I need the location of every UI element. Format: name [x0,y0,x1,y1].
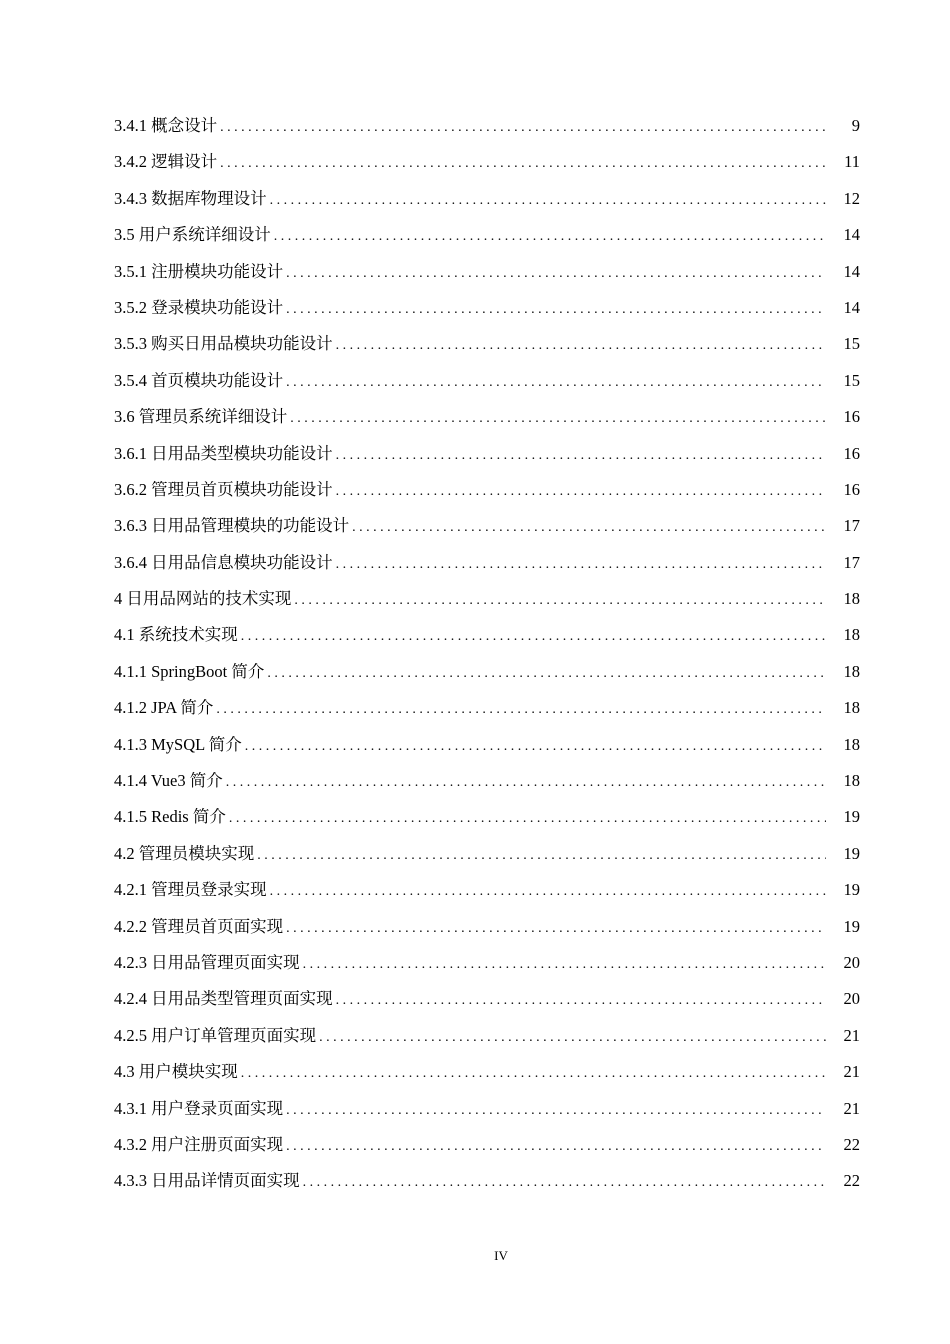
toc-entry-title: 3.4.2 逻辑设计 [114,152,218,172]
toc-dot-leader [270,183,826,219]
toc-dot-leader [286,1093,826,1129]
toc-entry[interactable] [114,1127,860,1163]
toc-entry[interactable] [114,909,860,945]
toc-dot-leader [336,474,826,510]
toc-entry-title: 3.6.4 日用品信息模块功能设计 [114,552,333,572]
toc-entry[interactable] [114,945,860,981]
toc-entry-title: 4.3.2 用户注册页面实现 [114,1134,284,1154]
toc-entry[interactable] [114,1163,860,1199]
toc-entry[interactable] [114,108,860,144]
toc-dot-leader [245,729,826,765]
toc-entry-title: 4.3.3 日用品详情页面实现 [114,1171,300,1191]
toc-dot-leader [286,1129,826,1165]
toc-dot-leader [216,692,826,728]
toc-entry-page: 19 [843,916,860,936]
toc-entry-title: 3.4.3 数据库物理设计 [114,188,267,208]
toc-entry-title: 4.1.2 JPA 简介 [114,698,214,718]
toc-entry-title: 4.2.1 管理员登录实现 [114,880,267,900]
toc-entry-page: 20 [843,952,860,972]
toc-entry-page: 21 [843,1062,860,1082]
toc-dot-leader [226,765,826,801]
toc-entry-title: 3.5.2 登录模块功能设计 [114,297,284,317]
toc-dot-leader [303,947,826,983]
toc-entry[interactable] [114,290,860,326]
toc-entry-title: 3.5.1 注册模块功能设计 [114,261,284,281]
toc-entry-page: 19 [843,880,860,900]
toc-entry-title: 3.6.3 日用品管理模块的功能设计 [114,516,350,536]
toc-entry-title: 4.1.4 Vue3 简介 [114,771,223,791]
toc-dot-leader [286,292,826,328]
toc-entry[interactable] [114,617,860,653]
toc-entry-title: 3.5 用户系统详细设计 [114,225,271,245]
toc-entry-title: 4.2.2 管理员首页面实现 [114,916,284,936]
toc-entry[interactable] [114,1018,860,1054]
toc-dot-leader [220,146,826,182]
toc-dot-leader [294,583,826,619]
toc-entry-page: 18 [843,589,860,609]
toc-entry-title: 4.1 系统技术实现 [114,625,238,645]
toc-entry-title: 4.1.1 SpringBoot 简介 [114,661,265,681]
toc-entry[interactable] [114,436,860,472]
toc-entry-title: 4.1.5 Redis 简介 [114,807,226,827]
toc-entry-page: 19 [843,843,860,863]
toc-entry[interactable] [114,981,860,1017]
toc-entry-page: 18 [843,625,860,645]
toc-dot-leader [290,401,826,437]
toc-entry-title: 4.2.5 用户订单管理页面实现 [114,1025,317,1045]
toc-entry[interactable] [114,472,860,508]
toc-entry-page: 22 [843,1171,860,1191]
toc-entry-title: 3.6.2 管理员首页模块功能设计 [114,479,333,499]
toc-entry[interactable] [114,254,860,290]
toc-dot-leader [286,911,826,947]
toc-entry[interactable] [114,763,860,799]
toc-entry-title: 4.1.3 MySQL 简介 [114,734,242,754]
toc-entry-page: 21 [843,1098,860,1118]
toc-dot-leader [274,219,826,255]
toc-entry-title: 4.2 管理员模块实现 [114,843,255,863]
toc-entry[interactable] [114,690,860,726]
toc-dot-leader [270,874,826,910]
toc-entry-page: 16 [843,443,860,463]
toc-entry-title: 3.5.3 购买日用品模块功能设计 [114,334,333,354]
toc-entry-title: 4.2.4 日用品类型管理页面实现 [114,989,333,1009]
toc-dot-leader [336,983,826,1019]
toc-entry-title: 4.3.1 用户登录页面实现 [114,1098,284,1118]
toc-entry-page: 14 [843,225,860,245]
toc-entry-title: 3.6 管理员系统详细设计 [114,407,288,427]
toc-entry-page: 19 [843,807,860,827]
toc-entry[interactable] [114,508,860,544]
toc-entry[interactable] [114,363,860,399]
toc-dot-leader [286,256,826,292]
toc-entry-page: 9 [851,116,860,135]
toc-entry-page: 17 [843,516,860,536]
toc-dot-leader [257,838,826,874]
toc-entry-page: 21 [843,1025,860,1045]
toc-dot-leader [241,1056,826,1092]
toc-entry[interactable] [114,217,860,253]
toc-dot-leader [352,510,826,546]
toc-entry-page: 18 [843,698,860,718]
toc-entry-page: 18 [843,771,860,791]
toc-entry[interactable] [114,181,860,217]
toc-entry[interactable] [114,144,860,180]
footer-page-number: IV [494,1248,508,1263]
toc-dot-leader [336,328,826,364]
toc-entry-title: 4.3 用户模块实现 [114,1062,238,1082]
toc-entry-page: 20 [843,989,860,1009]
toc-entry[interactable] [114,1054,860,1090]
toc-entry-page: 16 [843,479,860,499]
toc-entry[interactable] [114,654,860,690]
toc-entry[interactable] [114,799,860,835]
toc-entry[interactable] [114,836,860,872]
toc-entry-page: 14 [843,261,860,281]
toc-dot-leader [229,801,826,837]
toc-entry[interactable] [114,1091,860,1127]
toc-entry-title: 3.4.1 概念设计 [114,116,218,135]
toc-entry-page: 18 [843,661,860,681]
toc-entry-title: 3.5.4 首页模块功能设计 [114,370,284,390]
toc-dot-leader [303,1165,826,1201]
toc-entry-title: 4.2.3 日用品管理页面实现 [114,952,300,972]
table-of-contents [114,108,860,1200]
toc-entry-page: 16 [843,407,860,427]
toc-dot-leader [336,438,826,474]
toc-entry[interactable] [114,545,860,581]
toc-entry-page: 15 [843,370,860,390]
toc-entry-title: 4 日用品网站的技术实现 [114,589,292,609]
toc-entry-title: 3.6.1 日用品类型模块功能设计 [114,443,333,463]
toc-entry[interactable] [114,326,860,362]
toc-dot-leader [319,1020,826,1056]
toc-dot-leader [241,619,826,655]
toc-entry[interactable] [114,727,860,763]
toc-entry-page: 15 [843,334,860,354]
toc-entry-page: 14 [843,297,860,317]
toc-entry-page: 18 [843,734,860,754]
toc-entry-page: 11 [844,152,860,172]
toc-dot-leader [267,656,826,692]
toc-entry[interactable] [114,872,860,908]
toc-dot-leader [220,110,826,146]
toc-entry[interactable] [114,581,860,617]
toc-entry-page: 22 [843,1134,860,1154]
toc-entry-page: 17 [843,552,860,572]
toc-dot-leader [336,547,826,583]
toc-entry-page: 12 [843,188,860,208]
toc-entry[interactable] [114,399,860,435]
toc-dot-leader [286,365,826,401]
